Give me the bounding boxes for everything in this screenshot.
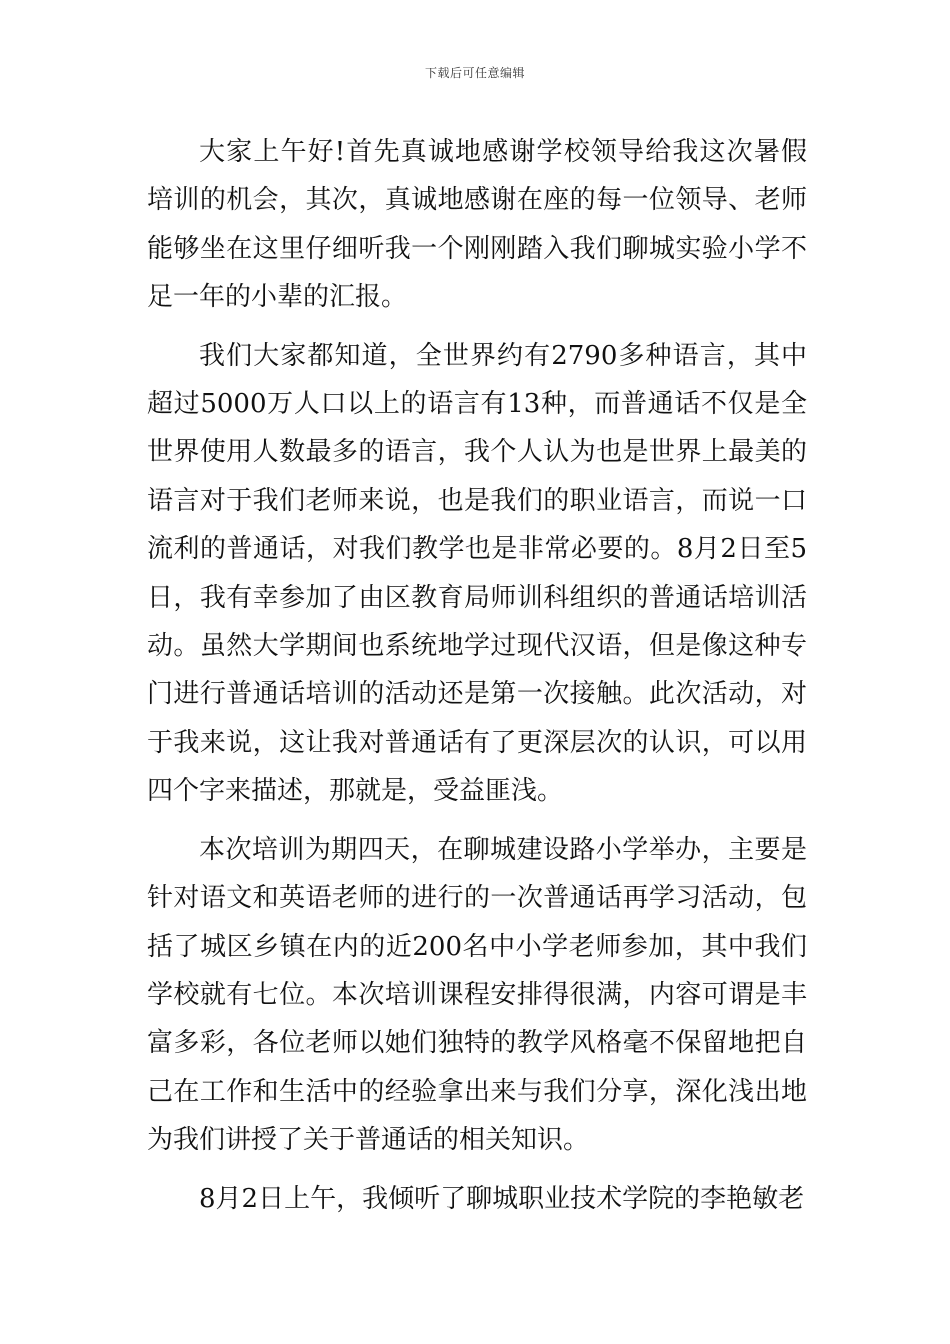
paragraph-2: 我们大家都知道，全世界约有2790多种语言，其中超过5000万人口以上的语言有13种，而普通话不仅是全世界使用人数最多的语言，我个人认为也是世界上最美的语言对于我们老师来说，也是我们的职业语言，而说一口流利的普通话，对我们教学也是非常必要的。8月2日至5日，我有幸参加了由区教育局师训科组织的普通话培训活动。虽然大学期间也系统地学过现代汉语，但是像这种专门进行普通话培训的活动还是第一次接触。此次活动，对于我来说，这让我对普通话有了更深层次的认识，可以用四个字来描述，那就是，受益匪浅。 [147, 340, 807, 807]
page-header: 下载后可任意编辑 [424, 66, 525, 80]
document-body [147, 128, 807, 1233]
paragraph-4: 8月2日上午，我倾听了聊城职业技术学院的李艳敏老 [199, 1183, 805, 1214]
paragraph-1: 大家上午好!首先真诚地感谢学校领导给我这次暑假培训的机会，其次，真诚地感谢在座的每一位领导、老师能够坐在这里仔细听我一个刚刚踏入我们聊城实验小学不足一年的小辈的汇报。 [147, 137, 807, 313]
paragraph-3: 本次培训为期四天，在聊城建设路小学举办，主要是针对语文和英语老师的进行的一次普通话再学习活动，包括了城区乡镇在内的近200名中小学老师参加，其中我们学校就有七位。本次培训课程安排得很满，内容可谓是丰富多彩，各位老师以她们独特的教学风格毫不保留地把自己在工作和生活中的经验拿出来与我们分享，深化浅出地为我们讲授了关于普通话的相关知识。 [147, 834, 807, 1156]
